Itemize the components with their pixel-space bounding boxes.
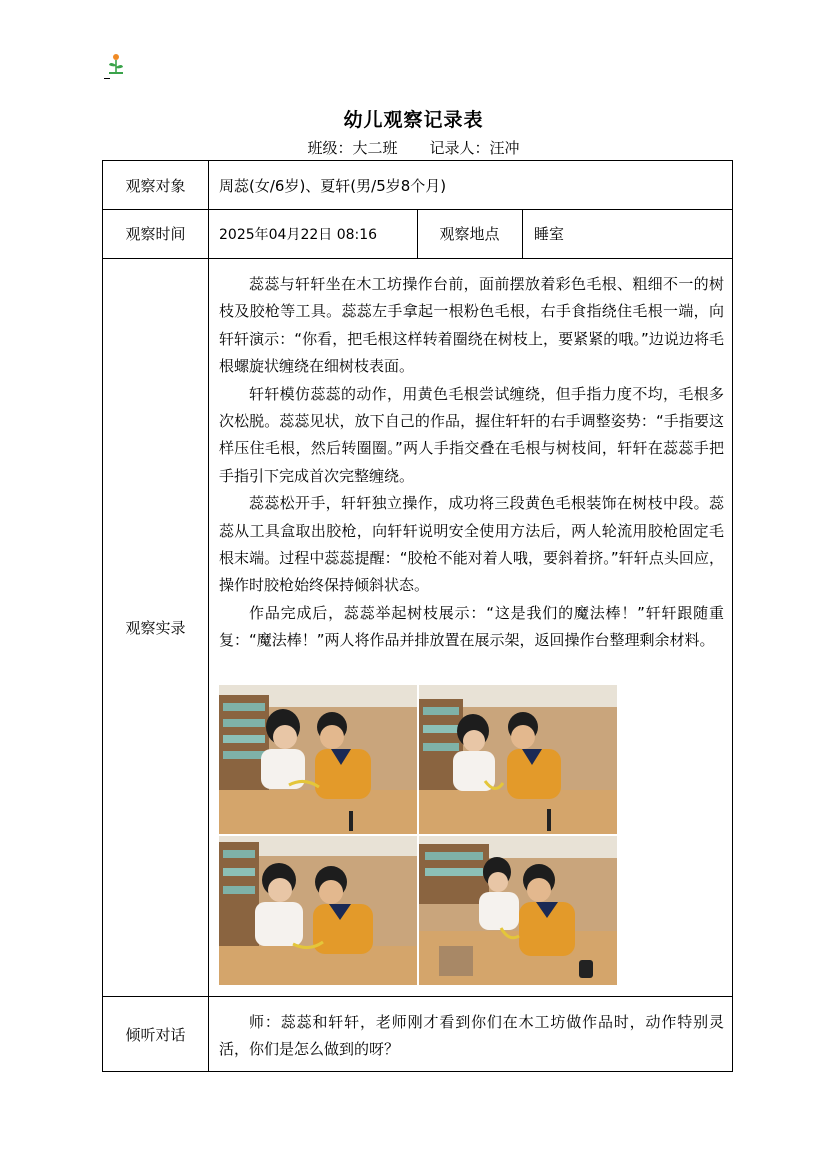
record-paragraph: 轩轩模仿蕊蕊的动作，用黄色毛根尝试缠绕，但手指力度不均，毛根多次松脱。蕊蕊见状，放下自己的作品，握住轩轩的右手调整姿势：“手指要这样压住毛根，然后转圈圈。”两人手指交叠在毛根与树枝间，轩轩在蕊蕊手把手指引下完成首次完整缠绕。 (219, 384, 724, 485)
record-label: 观察实录 (125, 618, 186, 637)
school-logo-icon (104, 50, 126, 80)
time-label: 观察时间 (125, 225, 186, 243)
photo-grid (219, 685, 617, 985)
record-paragraph: 蕊蕊松开手，轩轩独立操作，成功将三段黄色毛根装饰在树枝中段。蕊蕊从工具盒取出胶枪，向轩轩说明安全使用方法后，两人轮流用胶枪固定毛根末端。过程中蕊蕊提醒：“胶枪不能对着人哦，要斜着挤。”轩轩点头回应，操作时胶枪始终保持倾斜状态。 (219, 494, 724, 595)
observation-photo-3 (219, 836, 417, 985)
column-divider (208, 161, 209, 1072)
subject-value: 周蕊(女/6岁)、夏轩(男/5岁8个月) (219, 176, 447, 195)
observation-photo-2 (419, 685, 617, 834)
record-paragraph: 蕊蕊与轩轩坐在木工坊操作台前，面前摆放着彩色毛根、粗细不一的树枝及胶枪等工具。蕊蕊左手拿起一根粉色毛根，右手食指绕住毛根一端，向轩轩演示：“你看，把毛根这样转着圈绕在树枝上，要紧紧的哦。”边说边将毛根螺旋状缠绕在细树枝表面。 (219, 275, 724, 376)
listen-paragraph: 师：蕊蕊和轩轩，老师刚才看到你们在木工坊做作品时，动作特别灵活，你们是怎么做到的呀？ (219, 1013, 724, 1059)
subject-label: 观察对象 (125, 176, 186, 195)
listen-text (219, 1009, 724, 1064)
page-title: 幼儿观察记录表 (343, 109, 484, 131)
place-value: 睡室 (534, 225, 565, 243)
observation-table (102, 160, 733, 1072)
record-paragraph: 作品完成后，蕊蕊举起树枝展示：“这是我们的魔法棒！”轩轩跟随重复：“魔法棒！”两人将作品并排放置在展示架，返回操作台整理剩余材料。 (219, 603, 724, 650)
listen-label: 倾听对话 (125, 1025, 186, 1044)
class-label: 班级：大二班 (307, 139, 398, 157)
column-divider (522, 209, 523, 258)
observation-photo-4 (419, 836, 617, 985)
time-value: 2025年04月22日 08:16 (219, 226, 378, 243)
place-label: 观察地点 (439, 225, 500, 243)
observation-photo-1 (219, 685, 417, 834)
recorder-label: 记录人：汪冲 (429, 139, 520, 157)
record-text (219, 271, 724, 655)
page-subtitle (0, 137, 827, 158)
